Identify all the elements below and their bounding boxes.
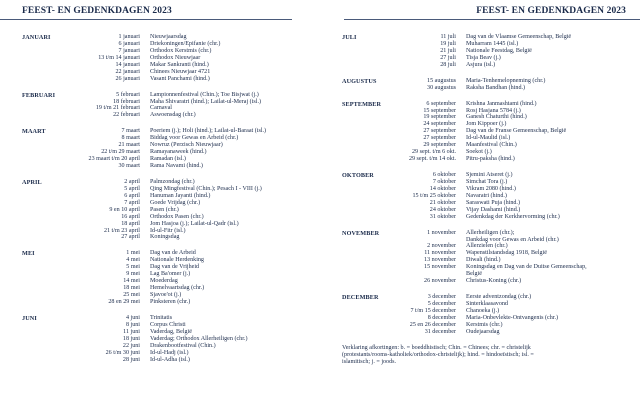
holiday-row (22, 221, 312, 228)
holiday-date: 2 april (124, 178, 140, 185)
holiday-date: 1 januari (118, 34, 140, 40)
holiday-name: Asjura (isl.) (466, 61, 496, 68)
holiday-name: Id-ul-Fitr (isl.) (150, 227, 186, 234)
holiday-name: Sinterklaasavond (466, 301, 508, 307)
holiday-row (342, 322, 632, 329)
holiday-row (22, 62, 312, 69)
holiday-name: Pinksteren (chr.) (150, 298, 191, 305)
holiday-date: 27 juli (440, 54, 456, 61)
holiday-name: Makar Sankranti (hind.) (150, 61, 209, 68)
page-title-left: FEEST- EN GEDENKDAGEN 2023 (22, 6, 172, 16)
holiday-name: Gedenkdag der Kerkhervorming (chr.) (466, 213, 560, 220)
holiday-name: Navaratri (hind.) (466, 192, 507, 199)
holiday-date: 24 oktober (429, 206, 456, 213)
holiday-row (22, 315, 312, 322)
holiday-name: Hanuman Jayanti (hind.) (150, 192, 211, 199)
holiday-name: Diwali (hind.) (466, 257, 501, 264)
holiday-name: Koningsdag (150, 234, 180, 241)
holiday-name: Id-ul-Hadj (isl.) (150, 349, 189, 356)
holiday-row (342, 207, 632, 214)
holiday-name: Rosj Hasjana 5784 (j.) (466, 107, 521, 114)
holiday-name: Maria-Onbevlekte-Ontvangenis (chr.) (466, 314, 559, 321)
holiday-date: 26 t/m 30 juni (105, 349, 140, 356)
month-section (342, 294, 632, 336)
month-section (22, 250, 312, 306)
holiday-name: Jom Hasjoa (j.); Lailat-ul-Qadr (isl.) (150, 220, 239, 227)
holiday-name: Krishna Janmashtami (hind.) (466, 100, 537, 107)
holiday-row (342, 243, 632, 250)
month-heading: MAART (22, 128, 46, 136)
holiday-name: Lampionnenfestival (Chin.); Toe Bisjwat (j.) (150, 91, 259, 98)
holiday-date: 27 september (423, 128, 456, 135)
month-section (342, 230, 632, 286)
holiday-date: 27 april (121, 234, 140, 241)
holiday-date: 18 mei (123, 285, 140, 292)
month-section (342, 78, 632, 92)
holiday-date: 7 maart (121, 128, 140, 135)
holiday-date: 28 juli (440, 61, 456, 68)
holiday-name: Simchat Tora (j.) (466, 178, 508, 185)
holiday-row (342, 78, 632, 85)
holiday-row (342, 172, 632, 179)
page-title-right: FEEST- EN GEDENKDAGEN 2023 (476, 6, 626, 16)
holiday-name: Corpus Christi (150, 321, 186, 328)
month-section (22, 128, 312, 170)
holiday-name: Rama Navami (hind.) (150, 163, 203, 169)
holiday-row (342, 200, 632, 207)
holiday-row (22, 214, 312, 221)
holiday-date: 18 februari (113, 98, 140, 105)
holiday-name: Vaderdag; Orthodox Allerheiligen (chr.) (150, 335, 248, 342)
holiday-name: Driekoningen/Epifanie (chr.) (150, 40, 221, 47)
holiday-date: 15 t/m 25 oktober (412, 192, 456, 199)
holiday-name: Dag van de Vrijheid (150, 264, 200, 271)
holiday-row (22, 299, 312, 306)
holiday-name: Nieuwjaarsdag (150, 34, 187, 40)
holiday-date: 29 sept. t/m 14 okt. (408, 156, 456, 163)
holiday-name: Sjavoe'ot (j.) (150, 292, 182, 298)
holiday-date: 4 juni (125, 314, 140, 321)
holiday-date: 7 april (124, 199, 140, 206)
holiday-row (342, 230, 632, 237)
month-heading: SEPTEMBER (342, 100, 382, 108)
holiday-date: 4 mei (126, 257, 140, 264)
holiday-row (22, 228, 312, 235)
holiday-date: 19 t/m 21 februari (95, 105, 140, 112)
holiday-row (342, 41, 632, 48)
holiday-date: 13 november (424, 257, 456, 264)
holiday-row (342, 62, 632, 69)
left-calendar-list (22, 34, 312, 372)
holiday-row (22, 350, 312, 357)
holiday-row (342, 294, 632, 301)
holiday-date: 25 en 26 december (409, 321, 456, 328)
holiday-name: Maha Shivaratri (hind.); Lailat-ul-Meraj (isl.) (150, 98, 262, 105)
holiday-date: 11 juni (123, 328, 140, 335)
holiday-date: 21 oktober (429, 199, 456, 206)
holiday-date: 14 januari (115, 61, 140, 68)
abbreviation-note: Verklaring afkortingen: b. = boeddhistisch; Chin. = Chinees; chr. = christelijk (protestants/rooms-katholiek/orthodox-christelijk); hind. = hindoeïstisch; isl. = islamitisch; j. = joods. (342, 344, 534, 366)
holiday-date: 6 september (426, 100, 456, 107)
holiday-name: Dag van de Franse Gemeenschap, België (466, 128, 567, 135)
holiday-name: Muharram 1445 (isl.) (466, 40, 519, 47)
holiday-date: 5 mei (126, 264, 140, 271)
holiday-name: Allerheiligen (chr.); (466, 229, 515, 236)
holiday-name: Vasant Panchami (hind.) (150, 75, 210, 82)
holiday-name: Maanfestival (Chin.) (466, 142, 517, 149)
holiday-row (342, 257, 632, 264)
holiday-date: 30 augustus (427, 84, 456, 91)
holiday-date: 18 april (121, 220, 140, 227)
holiday-row (22, 186, 312, 193)
holiday-date: 29 september (423, 142, 456, 149)
holiday-date: 31 oktober (429, 213, 456, 220)
holiday-date: 16 april (121, 213, 140, 220)
holiday-name: Chinees Nieuwjaar 4721 (150, 68, 211, 75)
holiday-date: 11 november (424, 250, 456, 257)
holiday-row (22, 200, 312, 207)
holiday-row (22, 234, 312, 241)
holiday-row (22, 163, 312, 170)
holiday-row (342, 101, 632, 108)
month-heading: AUGUSTUS (342, 77, 377, 85)
holiday-date: 6 april (124, 192, 140, 199)
holiday-date: 28 en 29 mei (108, 298, 140, 305)
holiday-row (22, 48, 312, 55)
holiday-date: 9 mei (126, 271, 140, 278)
month-section (342, 34, 632, 69)
holiday-name: Ramayanaweek (hind.) (150, 149, 207, 156)
holiday-name: Dag van de Arbeid (150, 250, 196, 257)
holiday-name: Allerzielen (chr.) (466, 243, 508, 250)
holiday-name: Kerstmis (chr.) (466, 321, 503, 328)
holiday-name: Lag Ba'omer (j.) (150, 271, 191, 278)
holiday-row (22, 250, 312, 257)
holiday-date: 2 november (427, 243, 456, 250)
holiday-row (22, 271, 312, 278)
holiday-date: 24 september (423, 121, 456, 128)
holiday-name: Hemelvaartsdag (chr.) (150, 285, 205, 292)
holiday-date: 8 maart (121, 135, 140, 142)
holiday-row (22, 156, 312, 163)
holiday-name: Saraswati Puja (hind.) (466, 199, 520, 206)
holiday-name: Orthodox Kerstmis (chr.) (150, 47, 212, 54)
month-heading: JANUARI (22, 34, 51, 41)
holiday-row (22, 322, 312, 329)
holiday-row (22, 41, 312, 48)
holiday-name: Palmzondag (chr.) (150, 178, 195, 185)
month-section (22, 92, 312, 120)
holiday-name: Wapenstilstandsdag 1918, België (466, 250, 547, 257)
holiday-name: Dag van de Vlaamse Gemeenschap, België (466, 34, 572, 40)
holiday-date: 6 oktober (432, 172, 456, 178)
holiday-name: Tisja Beav (j.) (466, 54, 501, 61)
holiday-date: 14 oktober (429, 185, 456, 192)
holiday-row (342, 156, 632, 163)
holiday-row (342, 264, 632, 271)
holiday-row (22, 112, 312, 119)
holiday-date: 9 en 10 april (109, 206, 140, 213)
holiday-name: Poeriem (j.); Holi (hind.); Lailat-ul-Baraat (isl.) (150, 128, 267, 135)
holiday-name: Pitru-paksha (hind.) (466, 156, 515, 163)
month-heading: MEI (22, 250, 35, 258)
holiday-row (22, 99, 312, 106)
holiday-date: 15 september (423, 107, 456, 114)
holiday-row (342, 121, 632, 128)
holiday-date: 21 t/m 23 april (103, 227, 140, 234)
holiday-date: 28 juni (122, 356, 140, 363)
month-section (22, 34, 312, 83)
holiday-row (342, 193, 632, 200)
holiday-row (342, 301, 632, 308)
month-heading: FEBRUARI (22, 91, 56, 99)
holiday-date: 22 juni (122, 342, 140, 349)
holiday-date: 22 t/m 29 maart (101, 149, 140, 156)
holiday-row (22, 329, 312, 336)
holiday-name: Raksha Bandhan (hind.) (466, 84, 526, 91)
holiday-row (22, 343, 312, 350)
holiday-date: 11 juli (440, 34, 456, 40)
holiday-row (22, 207, 312, 214)
holiday-row (342, 214, 632, 221)
holiday-date: 26 november (424, 278, 456, 285)
holiday-row (22, 55, 312, 62)
holiday-date: 5 februari (116, 91, 140, 98)
holiday-row (342, 278, 632, 285)
holiday-name: Qing Mingfestival (Chin.); Pesach I - VIII (j.) (150, 185, 262, 192)
holiday-name: België (466, 271, 482, 278)
holiday-name: Koningsdag en Dag van de Duitse Gemeenschap, (466, 264, 587, 271)
month-heading: JUNI (22, 314, 37, 322)
holiday-name: Oudejaarsdag (466, 328, 500, 335)
month-section (22, 315, 312, 364)
holiday-row (342, 329, 632, 336)
holiday-name: Soekot (j.) (466, 149, 492, 156)
right-calendar-list (342, 34, 632, 366)
holiday-row (342, 179, 632, 186)
month-heading: APRIL (22, 178, 42, 186)
holiday-date: 23 maart t/m 20 april (88, 156, 140, 163)
holiday-name: Ganesh Chaturthi (hind.) (466, 114, 527, 121)
holiday-name: Maria-Tenhemelopneming (chr.) (466, 77, 546, 84)
holiday-name: Id-ul-Adha (isl.) (150, 356, 190, 363)
holiday-name: Id-ul-Maulid (isl.) (466, 135, 511, 142)
holiday-row (22, 179, 312, 186)
holiday-row (22, 285, 312, 292)
holiday-row (22, 292, 312, 299)
holiday-date: 22 februari (113, 112, 140, 119)
holiday-name: Biddag voor Gewas en Arbeid (chr.) (150, 135, 239, 142)
holiday-date: 31 december (424, 328, 456, 335)
holiday-row (22, 69, 312, 76)
holiday-date: 14 mei (123, 278, 140, 285)
right-page (320, 0, 640, 414)
month-heading: JULI (342, 34, 357, 41)
holiday-name: Eerste adventzondag (chr.) (466, 294, 532, 301)
holiday-name: Christus-Koning (chr.) (466, 278, 522, 285)
month-heading: NOVEMBER (342, 229, 380, 237)
holiday-date: 21 maart (118, 142, 140, 149)
holiday-date: 30 maart (118, 163, 140, 169)
holiday-date: 8 december (427, 314, 456, 321)
holiday-row (22, 257, 312, 264)
holiday-row (22, 357, 312, 364)
holiday-row (22, 76, 312, 83)
holiday-name: Pasen (chr.) (150, 206, 179, 213)
right-months (342, 34, 632, 336)
holiday-date: 18 juni (122, 335, 140, 342)
holiday-name: Jom Kippoer (j.) (466, 121, 507, 128)
holiday-date: 15 augustus (427, 77, 456, 84)
holiday-name: Drakenbootfestival (Chin.) (150, 342, 216, 349)
holiday-row (22, 92, 312, 99)
holiday-row (22, 193, 312, 200)
holiday-date: 7 oktober (432, 178, 456, 185)
holiday-name: Carnaval (150, 105, 172, 112)
holiday-row (342, 48, 632, 55)
holiday-name: Moederdag (150, 278, 178, 285)
holiday-date: 13 t/m 14 januari (98, 54, 140, 61)
holiday-date: 7 t/m 15 december (410, 307, 456, 314)
holiday-name: Sjemini Atseret (j.) (466, 172, 513, 178)
holiday-date: 5 december (427, 301, 456, 307)
header-rule-right (344, 19, 640, 20)
month-section (342, 172, 632, 221)
holiday-name: Chanoeka (j.) (466, 307, 500, 314)
holiday-date: 27 september (423, 135, 456, 142)
holiday-date: 15 november (424, 264, 456, 271)
holiday-row (342, 34, 632, 41)
holiday-date: 3 december (427, 294, 456, 301)
holiday-row (342, 186, 632, 193)
holiday-date: 29 sept. t/m 6 okt. (411, 149, 456, 156)
holiday-date: 5 april (124, 185, 140, 192)
holiday-name: Trinitatis (150, 314, 173, 321)
header-rule-left (0, 19, 292, 20)
holiday-date: 25 mei (123, 292, 140, 298)
holiday-name: Ramadan (isl.) (150, 156, 186, 163)
holiday-date: 8 juni (125, 321, 140, 328)
holiday-name: Nationale Feestdag, België (466, 47, 532, 54)
month-heading: OKTOBER (342, 172, 374, 179)
month-section (342, 101, 632, 163)
holiday-date: 1 november (427, 229, 456, 236)
holiday-name: Dankdag voor Gewas en Arbeid (chr.) (466, 236, 559, 243)
holiday-name: Nationale Herdenking (150, 257, 204, 264)
holiday-row (342, 308, 632, 315)
month-section (22, 179, 312, 241)
holiday-name: Vaderdag, België (150, 328, 192, 335)
holiday-date: 7 januari (118, 47, 140, 54)
holiday-row (22, 336, 312, 343)
holiday-date: 6 januari (118, 40, 140, 47)
holiday-date: 19 september (423, 114, 456, 121)
month-heading: DECEMBER (342, 294, 379, 302)
holiday-date: 21 juli (440, 47, 456, 54)
holiday-name: Nowruz (Perzisch Nieuwjaar) (150, 142, 223, 149)
holiday-date: 19 juli (440, 40, 456, 47)
holiday-row (342, 315, 632, 322)
holiday-name: Vijay Dashami (hind.) (466, 206, 521, 213)
holiday-date: 1 mei (126, 250, 140, 257)
holiday-name: Goede Vrijdag (chr.) (150, 199, 201, 206)
holiday-name: Orthodox Pasen (chr.) (150, 213, 204, 220)
holiday-row (342, 85, 632, 92)
holiday-name: Vikram 2080 (hind.) (466, 185, 516, 192)
holiday-date: 26 januari (115, 75, 140, 82)
holiday-row (22, 34, 312, 41)
holiday-date: 22 januari (115, 68, 140, 75)
holiday-row (342, 55, 632, 62)
holiday-name: Aswoensdag (chr.) (150, 112, 196, 119)
holiday-name: Orthodox Nieuwjaar (150, 54, 201, 61)
